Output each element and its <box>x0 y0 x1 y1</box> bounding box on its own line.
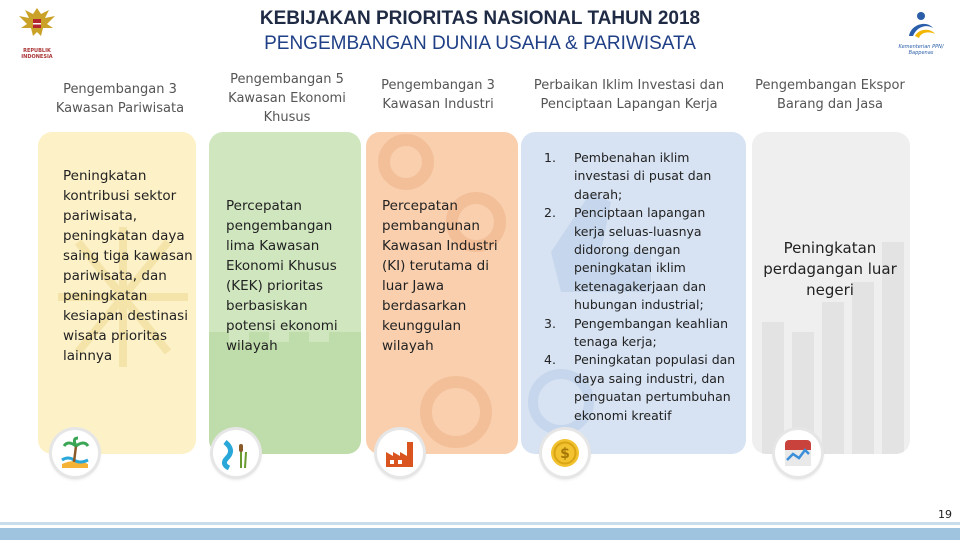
column-body-industry: Percepatan pembangunan Kawasan Industri (KI) terutama di luar Jawa berdasarkan keunggulan wilayah <box>382 198 498 354</box>
page-subtitle: PENGEMBANGAN DUNIA USAHA & PARIWISATA <box>264 33 696 54</box>
list-item-text: Peningkatan populasi dan daya saing industri, dan penguatan pertumbuhan ekonomi kreatif <box>574 352 736 423</box>
column-heading-kek: Pengembangan 5 Kawasan Ekonomi Khusus <box>228 72 346 125</box>
list-item-number: 1. <box>544 150 556 165</box>
footer-divider <box>0 522 960 525</box>
list-item-number: 2. <box>544 205 556 221</box>
factory-icon <box>377 430 423 476</box>
column-heading-export: Pengembangan Ekspor Barang dan Jasa <box>755 78 905 112</box>
column-heading-industry: Pengembangan 3 Kawasan Industri <box>381 78 495 112</box>
column-body-kek: Percepatan pengembangan lima Kawasan Ekonomi Khusus (KEK) prioritas berbasiskan potensi ekonomi wilayah <box>226 198 338 354</box>
list-item-number: 4. <box>544 352 556 368</box>
column-heading-investment: Perbaikan Iklim Investasi dan Penciptaan Lapangan Kerja <box>533 78 725 112</box>
list-item-text: Penciptaan lapangan kerja seluas-luasnya didorong dengan peningkatan iklim ketenagakerjaan dan hubungan industrial; <box>574 205 707 313</box>
logo-caption-2: INDONESIA <box>21 54 53 60</box>
logo-caption-1: REPUBLIK <box>23 48 51 54</box>
page-number: 19 <box>938 508 952 521</box>
river-reed-icon <box>213 430 259 476</box>
trade-chart-icon <box>775 430 821 476</box>
bappenas-logo <box>890 6 952 56</box>
column-heading-tourism: Pengembangan 3 Kawasan Pariwisata <box>55 82 185 116</box>
list-item-text: Pembenahan iklim investasi di pusat dan daerah; <box>574 150 712 202</box>
list-item-text: Pengembangan keahlian tenaga kerja; <box>574 315 729 350</box>
list-item <box>544 149 739 204</box>
list-item <box>544 351 739 425</box>
list-item <box>544 204 739 314</box>
bappenas-emblem-icon <box>901 6 941 40</box>
bappenas-caption-1: Kementerian PPN/ <box>898 44 944 50</box>
list-item-number: 3. <box>544 315 556 331</box>
svg-text:$: $ <box>560 446 570 462</box>
column-body-export: Peningkatan perdagangan luar negeri <box>763 239 897 299</box>
column-body-investment <box>544 149 739 425</box>
coin-icon <box>542 430 588 476</box>
page-title: KEBIJAKAN PRIORITAS NASIONAL TAHUN 2018 <box>259 8 701 29</box>
column-body-tourism: Peningkatan kontribusi sektor pariwisata, peningkatan daya saing tiga kawasan pariwisata, dan peningkatan kesiapan destinasi wisata prioritas lainnya <box>63 168 193 364</box>
bappenas-caption-2: Bappenas <box>908 50 934 56</box>
footer-bar <box>0 528 960 540</box>
palm-beach-icon <box>52 430 98 476</box>
list-item <box>544 315 739 352</box>
